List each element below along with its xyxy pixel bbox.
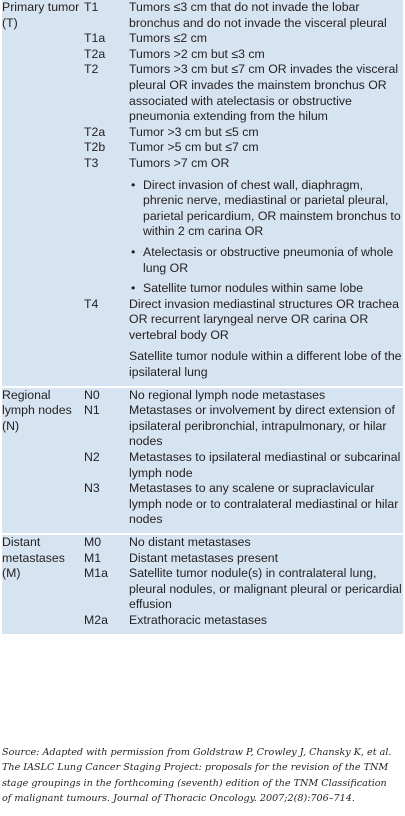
stage-code: N2 [84,450,100,465]
tnm-staging-table [2,0,403,634]
description-text: Tumors >7 cm OR [129,155,230,170]
stage-code: T1a [84,31,106,46]
stage-description [129,140,403,156]
description-text: Tumors ≤2 cm [129,31,208,46]
table-group [2,534,403,634]
stage-code: T2 [84,62,99,77]
bullet-text: Atelectasis or obstructive pneumonia of whole lung OR [143,244,394,275]
description-text: Distant metastases present [129,550,278,565]
bullet-list [129,178,403,297]
stage-code: T2b [84,140,106,155]
stage-code: T2a [84,124,106,139]
description-text: Metastases to ipsilateral mediastinal or subcarinal lymph node [129,450,401,480]
description-text: No distant metastases [129,535,251,549]
description-text: Tumor >3 cm but ≤5 cm [129,124,259,139]
category-label: Distant metastases (M) [2,534,84,634]
description-text: Extrathoracic metastases [129,612,268,627]
stage-code: N1 [84,403,100,418]
table-row [2,534,403,551]
source-text: Adapted with permission from Goldstraw P, Crowley J, Chansky K, et al. The IASLC Lung Cancer Staging Project: proposals for the revision of the TNM stage groupings in the forthcoming (seventh) edition of the TNM Classification of malignant tumours. Journal of Thoracic Oncology. 2007;2(8):706–714. [2,747,392,805]
stage-code: N0 [84,387,129,404]
stage-description [129,0,403,31]
table-row [2,387,403,404]
bullet-text: Direct invasion of chest wall, diaphragm, phrenic nerve, mediastinal or parietal pleural, parietal pericardium, OR mainstem bronchus to within 2 cm carina OR [143,177,401,239]
bullet-dot-icon: • [131,244,136,259]
stage-description [129,534,403,551]
source-note [2,745,399,807]
description-extra: Satellite tumor nodule within a different lobe of the ipsilateral lung [129,349,402,380]
description-text: Metastases to any scalene or supraclavicular lymph node or to contralateral mediastinal or hilar nodes [129,481,399,527]
stage-code: T4 [84,296,99,311]
stage-description [129,387,403,404]
description-text: Tumors >3 cm but ≤7 cm OR invades the visceral pleural OR invades the mainstem bronchus OR associated with atelectasis or obstructive pneumonia extending from the hilum [129,62,399,124]
stage-description [129,156,403,297]
description-text: Metastases or involvement by direct extension of ipsilateral peribronchial, intrapulmonary, or hilar nodes [129,403,395,449]
stage-description [129,566,403,613]
source-label: Source: [2,747,40,758]
stage-description [129,62,403,124]
stage-code: M0 [84,534,129,551]
description-text: Direct invasion mediastinal structures OR trachea OR recurrent laryngeal nerve OR carina OR vertebral body OR [129,296,399,342]
stage-description [129,551,403,567]
stage-code: T2a [84,46,106,61]
stage-code: N3 [84,481,100,496]
description-text: Tumors >2 cm but ≤3 cm [129,46,265,61]
bullet-item [129,281,403,297]
stage-code: T1 [84,0,99,14]
bullet-dot-icon: • [131,177,136,192]
stage-code: M1 [84,550,102,565]
stage-description [129,481,403,534]
stage-description [129,450,403,481]
bullet-text: Satellite tumor nodules within same lobe [143,281,364,296]
stage-code: T3 [84,155,99,170]
bullet-dot-icon: • [131,281,136,296]
bullet-item [129,245,403,276]
description-text: No regional lymph node metastases [129,387,326,402]
table-row [2,0,403,31]
description-text: Tumors ≤3 cm that do not invade the lobar bronchus and do not invade the visceral pleural [129,0,387,30]
description-text: Satellite tumor nodule(s) in contralateral lung, pleural nodules, or malignant pleural or pericardial effusion [129,566,402,612]
bullet-item [129,178,403,240]
stage-code: M2a [84,612,108,627]
description-text: Tumor >5 cm but ≤7 cm [129,140,259,155]
category-label: Primary tumor (T) [2,0,80,30]
stage-description [129,297,403,387]
stage-description [129,47,403,63]
stage-description [129,125,403,141]
category-label: Regional lymph nodes (N) [2,387,84,534]
table-group [2,0,403,387]
stage-description [129,403,403,450]
table-group [2,387,403,534]
stage-description [129,613,403,634]
stage-code: M1a [84,566,108,581]
stage-description [129,31,403,47]
